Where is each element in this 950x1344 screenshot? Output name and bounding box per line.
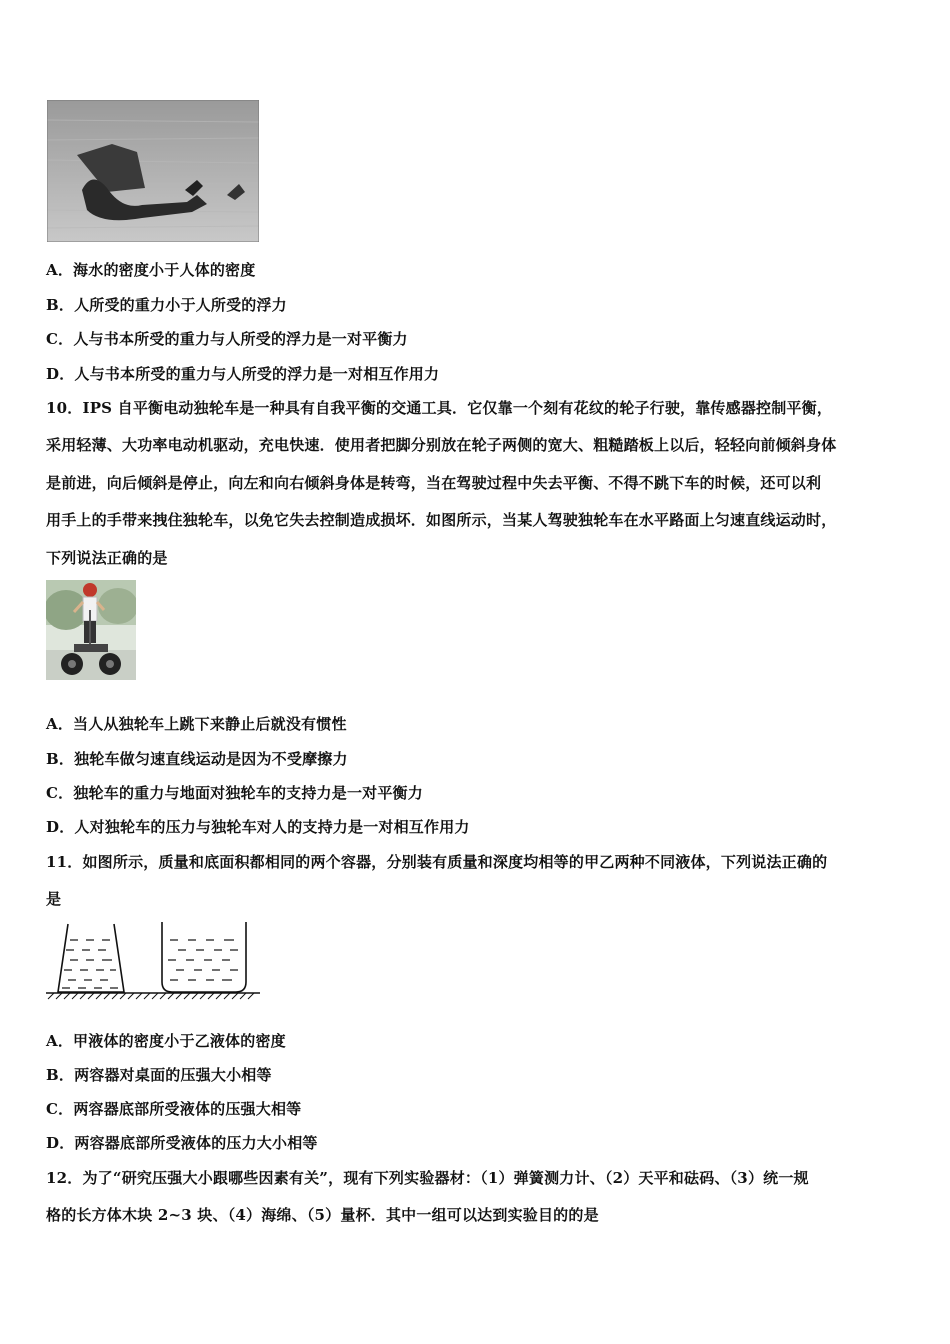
q12-stem-line-2: 格的长方体木块 2~3 块、（4）海绵、（5）量杯．其中一组可以达到实验目的的是 xyxy=(46,1206,599,1224)
container-yi xyxy=(162,922,246,992)
two-containers-figure xyxy=(46,918,262,1000)
container-jia xyxy=(58,924,124,992)
q9-option-d: D．人与书本所受的重力与人所受的浮力是一对相互作用力 xyxy=(46,365,440,383)
floating-reader-photo xyxy=(47,100,259,242)
q9-option-c: C．人与书本所受的重力与人所受的浮力是一对平衡力 xyxy=(46,330,408,348)
q10-stem-line-5: 下列说法正确的是 xyxy=(46,549,168,567)
q10-option-d: D．人对独轮车的压力与独轮车对人的支持力是一对相互作用力 xyxy=(46,818,470,836)
q10-stem-line-1: 10．IPS 自平衡电动独轮车是一种具有自我平衡的交通工具．它仅靠一个刻有花纹的轮子行驶，靠传感器控制平衡， xyxy=(46,399,833,417)
balance-scooter-photo xyxy=(46,580,136,680)
q10-stem-line-2: 采用轻薄、大功率电动机驱动，充电快速．使用者把脚分别放在轮子两侧的宽大、粗糙踏板上以后，轻轻向前倾斜身体 xyxy=(46,436,837,454)
q11-stem-line-2: 是 xyxy=(46,890,62,908)
q10-option-c: C．独轮车的重力与地面对独轮车的支持力是一对平衡力 xyxy=(46,784,423,802)
q10-option-b: B．独轮车做匀速直线运动是因为不受摩擦力 xyxy=(46,750,348,768)
q12-stem-line-1: 12．为了“研究压强大小跟哪些因素有关”，现有下列实验器材：（1）弹簧测力计、（2）天平和砝码、（3）统一规 xyxy=(46,1169,809,1187)
q9-option-b: B．人所受的重力小于人所受的浮力 xyxy=(46,296,287,314)
q10-option-a: A．当人从独轮车上跳下来静止后就没有惯性 xyxy=(46,715,347,733)
q11-option-b: B．两容器对桌面的压强大小相等 xyxy=(46,1066,272,1084)
q9-option-a: A．海水的密度小于人体的密度 xyxy=(46,261,256,279)
q10-stem-line-4: 用手上的手带来拽住独轮车，以免它失去控制造成损坏．如图所示，当某人驾驶独轮车在水平路面上匀速直线运动时， xyxy=(46,511,837,529)
q10-stem-line-3: 是前进，向后倾斜是停止，向左和向右倾斜身体是转弯，当在驾驶过程中失去平衡、不得不跳下车的时候，还可以利 xyxy=(46,474,822,492)
q11-stem-line-1: 11．如图所示，质量和底面积都相同的两个容器，分别装有质量和深度均相等的甲乙两种不同液体，下列说法正确的 xyxy=(46,853,828,871)
q11-option-a: A．甲液体的密度小于乙液体的密度 xyxy=(46,1032,286,1050)
q11-option-c: C．两容器底部所受液体的压强大相等 xyxy=(46,1100,302,1118)
q11-option-d: D．两容器底部所受液体的压力大小相等 xyxy=(46,1134,318,1152)
